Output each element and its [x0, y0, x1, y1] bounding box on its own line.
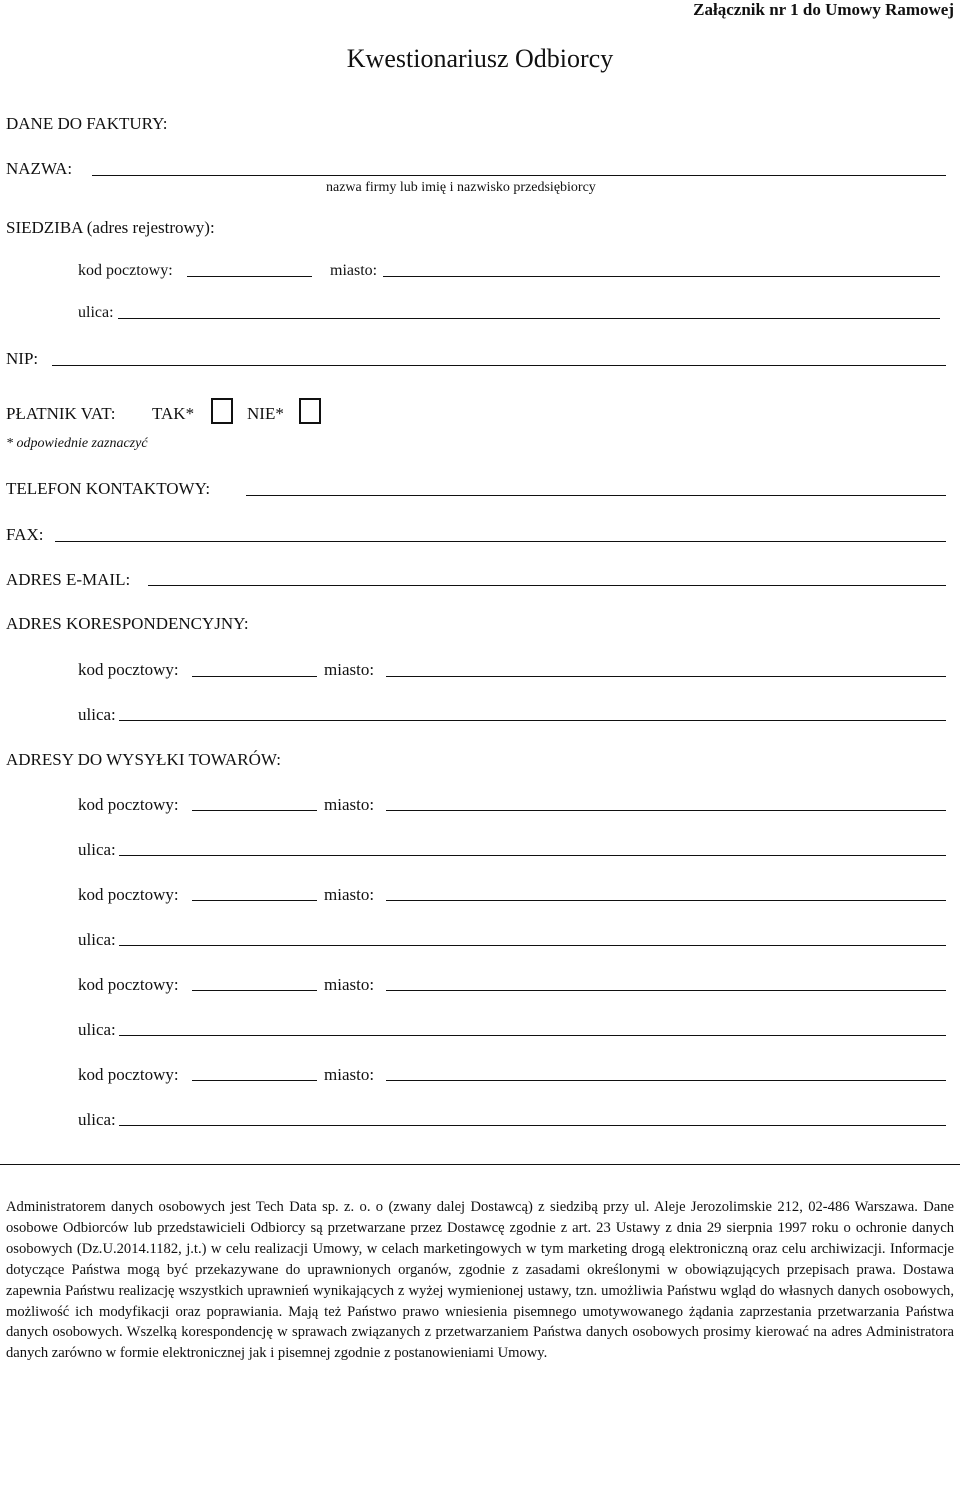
fax-label: FAX:: [6, 525, 44, 544]
seat-postal-label: kod pocztowy:: [78, 262, 173, 279]
vat-no-label: NIE*: [247, 404, 284, 423]
page-title: Kwestionariusz Odbiorcy: [346, 44, 614, 73]
vat-yes-label: TAK*: [152, 404, 195, 423]
corr-street-field-line[interactable]: [119, 720, 946, 721]
ship-postal-label: kod pocztowy:: [78, 885, 179, 904]
ship-street-label: ulica:: [78, 840, 116, 859]
section-divider: [0, 1164, 960, 1165]
ship-postal-field-line[interactable]: [192, 1080, 317, 1081]
seat-postal-field-line[interactable]: [187, 276, 312, 277]
ship-postal-label: kod pocztowy:: [78, 975, 179, 994]
vat-label: PŁATNIK VAT:: [6, 404, 116, 423]
ship-street-field-line[interactable]: [119, 1035, 946, 1036]
vat-yes-checkbox[interactable]: [211, 398, 233, 424]
email-label: ADRES E-MAIL:: [6, 570, 131, 589]
ship-postal-field-line[interactable]: [192, 810, 317, 811]
email-field-line[interactable]: [148, 585, 946, 586]
ship-street-field-line[interactable]: [119, 855, 946, 856]
ship-postal-field-line[interactable]: [192, 990, 317, 991]
ship-city-label: miasto:: [324, 795, 375, 814]
nip-field-line[interactable]: [52, 365, 946, 366]
ship-postal-label: kod pocztowy:: [78, 795, 179, 814]
phone-field-line[interactable]: [246, 495, 946, 496]
name-hint: nazwa firmy lub imię i nazwisko przedsiębiorcy: [326, 180, 596, 195]
seat-label: SIEDZIBA (adres rejestrowy):: [6, 218, 215, 237]
ship-city-label: miasto:: [324, 1065, 375, 1084]
ship-city-field-line[interactable]: [386, 900, 946, 901]
ship-city-field-line[interactable]: [386, 1080, 946, 1081]
ship-street-field-line[interactable]: [119, 1125, 946, 1126]
seat-street-label: ulica:: [78, 304, 114, 321]
ship-street-label: ulica:: [78, 930, 116, 949]
fax-field-line[interactable]: [55, 541, 946, 542]
seat-city-field-line[interactable]: [383, 276, 940, 277]
annex-label: Załącznik nr 1 do Umowy Ramowej: [693, 0, 954, 19]
shipping-section-heading: ADRESY DO WYSYŁKI TOWARÓW:: [6, 750, 281, 769]
phone-label: TELEFON KONTAKTOWY:: [6, 479, 211, 498]
vat-no-checkbox[interactable]: [299, 398, 321, 424]
ship-postal-field-line[interactable]: [192, 900, 317, 901]
seat-street-field-line[interactable]: [118, 318, 940, 319]
ship-street-label: ulica:: [78, 1020, 116, 1039]
vat-note: * odpowiednie zaznaczyć: [6, 436, 148, 451]
nip-label: NIP:: [6, 349, 39, 368]
corr-city-label: miasto:: [324, 660, 375, 679]
ship-city-field-line[interactable]: [386, 810, 946, 811]
corr-city-field-line[interactable]: [386, 676, 946, 677]
corr-postal-field-line[interactable]: [192, 676, 317, 677]
gdpr-clause: Administratorem danych osobowych jest Tech Data sp. z. o. o (zwany dalej Dostawcą) z siedzibą przy ul. Aleje Jerozolimskie 212, 02-486 Warszawa. Dane osobowe Odbiorców lub przedstawicieli Odbiorcy są przetwarzane przez Dostawcę zgodnie z art. 23 Ustawy z dnia 29 sierpnia 1997 roku o ochronie danych osobowych (Dz.U.2014.1182, j.t.) w celu realizacji Umowy, w celach marketingowych w tym marketing drogą elektroniczną oraz celu archiwizacji. Informacje dotyczące Państwa mogą być przekazywane do uprawnionych organów, zgodnie z zasadami określonymi w obowiązujących przepisach prawa. Dostawa zapewnia Państwu realizację wszystkich uprawnień wynikających z wyżej wymienionej ustawy, tzn. umożliwia Państwu wgląd do własnych danych osobowych, możliwość ich modyfikacji oraz poprawiania. Mają też Państwo prawo wniesienia pisemnego umotywowanego żądania zaprzestania przetwarzania Państwa danych osobowych. Wszelką korespondencję w sprawach związanych z przetwarzaniem Państwa danych osobowych prosimy kierować na adres Administratora danych zarówno w formie elektronicznej jak i pisemnej zgodnie z postanowieniami Umowy.: [6, 1199, 954, 1362]
ship-postal-label: kod pocztowy:: [78, 1065, 179, 1084]
ship-city-label: miasto:: [324, 975, 375, 994]
invoice-section-heading: DANE DO FAKTURY:: [6, 114, 168, 133]
name-field-line[interactable]: [92, 175, 946, 176]
ship-street-label: ulica:: [78, 1110, 116, 1129]
corr-postal-label: kod pocztowy:: [78, 660, 179, 679]
seat-city-label: miasto:: [330, 262, 378, 279]
name-label: NAZWA:: [6, 159, 73, 178]
ship-city-label: miasto:: [324, 885, 375, 904]
ship-city-field-line[interactable]: [386, 990, 946, 991]
correspondence-section-heading: ADRES KORESPONDENCYJNY:: [6, 614, 249, 633]
ship-street-field-line[interactable]: [119, 945, 946, 946]
corr-street-label: ulica:: [78, 705, 116, 724]
